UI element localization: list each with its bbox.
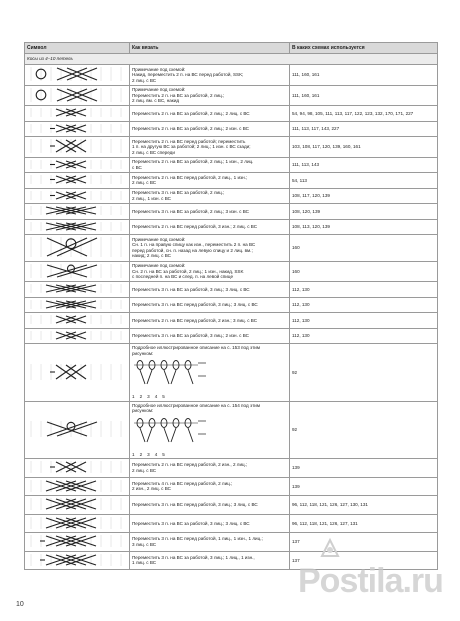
description-line: Переместить 2 п. на ВС перед работой, 2 изн., 2 лиц.; xyxy=(132,462,248,468)
cable-symbol-icon xyxy=(27,479,126,493)
description-cell xyxy=(130,65,290,86)
description-cell xyxy=(130,401,290,459)
cable-symbol-icon xyxy=(27,205,126,216)
cable-symbol-icon xyxy=(27,330,126,341)
used-in-cell: 111, 160, 161 xyxy=(290,65,438,86)
description-line: Переместить 2 п. на ВС перед работой, 2 изн.; 3 лиц. с ВС xyxy=(132,317,258,323)
description-cell xyxy=(130,85,290,106)
description-line: Переместить 2 п. на ВС за работой, 2 лиц.; 2 изн. с ВС xyxy=(132,126,249,131)
used-in-cell: 111, 113, 117, 143, 227 xyxy=(290,121,438,137)
diagram-number: 5 xyxy=(162,394,170,399)
used-in-cell: 108, 113, 120, 139 xyxy=(290,219,438,235)
header-symbol: Символ xyxy=(25,43,130,54)
description-line: Переместить 2 п. на ВС за работой, 2 лиц.; xyxy=(132,92,225,98)
description-cell xyxy=(130,344,290,402)
description-line: Переместить 3 п. на ВС за работой, 2 лиц.; 3 изн. с ВС xyxy=(132,208,249,214)
used-in-cell: 92 xyxy=(290,344,438,402)
diagram-number: 4 xyxy=(154,451,163,457)
description-cell xyxy=(130,157,290,173)
used-in-cell: 112, 130 xyxy=(290,313,438,329)
table-row xyxy=(25,85,438,106)
symbol-cell xyxy=(25,328,130,344)
table-row xyxy=(25,496,438,515)
cable-symbol-icon xyxy=(27,87,126,103)
description-cell xyxy=(130,121,290,137)
diagram-number: 3 xyxy=(147,451,155,457)
table-row xyxy=(25,401,438,459)
cable-symbol-icon xyxy=(27,123,126,134)
description-line: 2 лиц., 1 изн. с ВС xyxy=(132,195,171,201)
cable-symbol-icon xyxy=(27,190,126,201)
cable-symbol-icon xyxy=(27,159,126,170)
description-cell xyxy=(130,219,290,235)
used-in-cell: 112, 130 xyxy=(290,328,438,344)
table-row xyxy=(25,477,438,496)
description-line: Сн. 1 п. на правую спицу как изн., переместить 2 п. на ВС xyxy=(132,242,256,248)
cable-symbol-icon xyxy=(27,66,126,82)
description-line: Переместить 3 п. на ВС перед работой, 3 лиц.; 3 лиц. с ВС xyxy=(132,302,258,307)
description-line: Переместить 3 п. на ВС перед работой, 1 лиц., 1 изн., 1 лиц.; xyxy=(132,536,263,542)
description-cell xyxy=(130,106,290,122)
diagram-number: 5 xyxy=(162,451,170,457)
description-line: Переместить 3 п. на ВС перед работой, 3 лиц.; 3 лиц. с ВС xyxy=(132,502,258,507)
description-line: 2 лиц. с ВС xyxy=(132,180,157,186)
cable-symbol-icon xyxy=(27,314,126,325)
page-number: 10 xyxy=(16,601,24,608)
cable-symbol-icon xyxy=(27,138,126,154)
used-in-cell: 160 xyxy=(290,235,438,262)
description-cell xyxy=(130,297,290,313)
description-line: 1 лиц. с ВС xyxy=(132,560,157,566)
description-line: перед работой, сн. п. назад на левую спицу и 2 лиц. вм.; xyxy=(132,247,253,253)
used-in-cell: 54, 94, 98, 105, 111, 113, 117, 122, 123, 132, 170, 171, 227 xyxy=(290,106,438,122)
description-line: 2 лиц. с ВС xyxy=(132,77,157,83)
symbol-cell xyxy=(25,121,130,137)
description-line: 3 лиц. с ВС xyxy=(132,541,157,547)
description-line: 2 лиц. с ВС спереди xyxy=(132,149,175,155)
description-cell xyxy=(130,204,290,220)
used-in-cell: 137 xyxy=(290,533,438,552)
description-cell xyxy=(130,496,290,515)
used-in-cell: 160 xyxy=(290,261,438,282)
description-cell xyxy=(130,459,290,478)
cable-symbol-icon xyxy=(27,263,126,279)
table-row xyxy=(25,459,438,478)
diagram-numbers xyxy=(132,452,287,458)
cable-symbol-icon xyxy=(27,460,126,474)
description-line: 2 изн., 2 лиц. с ВС xyxy=(132,486,171,492)
cable-symbol-icon xyxy=(27,497,126,511)
table-row xyxy=(25,297,438,313)
table-header-row xyxy=(25,43,438,54)
description-line: Переместить 2 п. на ВС за работой, 2 лиц.; 2 лиц. с ВС xyxy=(132,110,250,116)
symbol-cell xyxy=(25,219,130,235)
page xyxy=(24,42,437,570)
symbol-cell xyxy=(25,106,130,122)
symbol-cell xyxy=(25,157,130,173)
description-line: Накид, переместить 2 п. на ВС перед работой, SSK; xyxy=(132,72,244,77)
description-cell xyxy=(130,282,290,298)
symbol-cell xyxy=(25,261,130,282)
cable-symbol-icon xyxy=(27,516,126,530)
description-cell xyxy=(130,188,290,204)
symbol-cell xyxy=(25,85,130,106)
table-row xyxy=(25,328,438,344)
symbol-cell xyxy=(25,459,130,478)
diagram-number: 3 xyxy=(147,394,155,399)
description-line: 2 лиц. с ВС xyxy=(132,467,157,473)
symbol-cell xyxy=(25,514,130,533)
used-in-cell: 111, 113, 143 xyxy=(290,157,438,173)
symbol-cell xyxy=(25,188,130,204)
symbol-cell xyxy=(25,297,130,313)
description-line: Переместить 3 п. на ВС за работой, 2 лиц.; xyxy=(132,190,225,196)
description-cell xyxy=(130,477,290,496)
symbol-cell xyxy=(25,65,130,86)
diagram-number: 1 xyxy=(132,451,140,457)
cable-symbol-icon xyxy=(27,107,126,118)
symbol-cell xyxy=(25,173,130,189)
description-line: 2 лиц. вм. с ВС, накид xyxy=(132,98,180,103)
cable-symbol-icon xyxy=(27,299,126,310)
header-used: В каких схемах используется xyxy=(290,43,438,54)
used-in-cell: 54, 113 xyxy=(290,173,438,189)
description-cell xyxy=(130,173,290,189)
description-line: Переместить 2 п. на ВС за работой, 2 лиц.; 1 изн., 2 лиц. xyxy=(132,159,254,165)
used-in-cell: 137 xyxy=(290,551,438,570)
table-row xyxy=(25,204,438,220)
cable-symbol-icon xyxy=(27,363,126,381)
stitch-table xyxy=(24,42,438,570)
table-row xyxy=(25,106,438,122)
used-in-cell: 92 xyxy=(290,401,438,459)
table-row xyxy=(25,65,438,86)
symbol-cell xyxy=(25,235,130,262)
used-in-cell: 139 xyxy=(290,477,438,496)
cable-symbol-icon xyxy=(27,174,126,185)
description-line: Сн. 2 п. на ВС за работой, 2 лиц.; 1 изн., накид, SSK xyxy=(132,268,244,274)
table-row xyxy=(25,235,438,262)
table-row xyxy=(25,344,438,402)
diagram-number: 1 xyxy=(132,394,140,399)
description-cell xyxy=(130,514,290,533)
used-in-cell: 108, 120, 139 xyxy=(290,204,438,220)
description-line: с последней п. на ВС и след. п. на левой спице xyxy=(132,274,233,279)
used-in-cell: 96, 112, 118, 121, 126, 127, 130, 131 xyxy=(290,496,438,515)
description-line: Переместить 4 п. на ВС перед работой, 2 лиц.; xyxy=(132,480,233,486)
diagram-numbers xyxy=(132,394,287,400)
symbol-cell xyxy=(25,137,130,158)
used-in-cell: 112, 130 xyxy=(290,297,438,313)
header-howto: Как вязать xyxy=(130,43,290,54)
watermark-icon xyxy=(318,536,342,560)
table-row xyxy=(25,173,438,189)
cable-symbol-icon xyxy=(27,553,126,567)
cable-symbol-icon xyxy=(27,420,126,438)
diagram-number: 2 xyxy=(139,394,148,399)
section-row xyxy=(25,54,438,65)
description-line: Примечание под схемой: xyxy=(132,236,186,242)
used-in-cell: 112, 130 xyxy=(290,282,438,298)
description-cell xyxy=(130,235,290,262)
description-line: накид; 2 лиц. с ВС xyxy=(132,253,171,259)
description-line: 1 п. на другую ВС за работой; 2 лиц.; 1 изн. с ВС сзади; xyxy=(132,144,251,149)
cable-symbol-icon xyxy=(27,221,126,232)
section-title: Косы из 4–10 петель xyxy=(25,54,438,65)
description-line: Примечание под схемой: xyxy=(132,87,186,92)
symbol-cell xyxy=(25,344,130,402)
description-line: Подробное иллюстрированное описание на с. 153 под этим xyxy=(132,345,261,350)
description-line: Примечание под схемой: xyxy=(132,66,186,72)
description-line: Переместить 2 п. на ВС перед работой, 2 лиц., 1 изн.; xyxy=(132,174,248,180)
stitch-diagram-icon xyxy=(132,358,212,394)
description-cell xyxy=(130,328,290,344)
description-line: Примечание под схемой: xyxy=(132,263,186,268)
table-row xyxy=(25,282,438,298)
symbol-cell xyxy=(25,477,130,496)
symbol-cell xyxy=(25,313,130,329)
description-line: рисунком: xyxy=(132,408,154,413)
description-line: Переместить 2 п. на ВС перед работой, 3 изн.; 2 лиц. с ВС xyxy=(132,224,258,229)
description-line: Переместить 3 п. на ВС за работой, 3 лиц.; 2 изн. с ВС xyxy=(132,333,249,338)
symbol-cell xyxy=(25,401,130,459)
description-cell xyxy=(130,261,290,282)
table-row xyxy=(25,514,438,533)
description-line: рисунком: xyxy=(132,350,154,356)
used-in-cell: 111, 160, 161 xyxy=(290,85,438,106)
cable-symbol-icon xyxy=(27,236,126,258)
symbol-cell xyxy=(25,533,130,552)
description-cell xyxy=(130,533,290,552)
description-cell xyxy=(130,551,290,570)
description-cell xyxy=(130,137,290,158)
table-row xyxy=(25,137,438,158)
symbol-cell xyxy=(25,282,130,298)
cable-symbol-icon xyxy=(27,283,126,294)
used-in-cell: 103, 108, 117, 120, 139, 160, 161 xyxy=(290,137,438,158)
description-line: Переместить 3 п. на ВС за работой, 3 лиц.; 1 лиц., 1 изн., xyxy=(132,554,255,560)
description-line: Переместить 2 п. на ВС перед работой; переместить xyxy=(132,138,246,144)
symbol-cell xyxy=(25,496,130,515)
used-in-cell: 108, 117, 120, 139 xyxy=(290,188,438,204)
table-row xyxy=(25,157,438,173)
symbol-cell xyxy=(25,204,130,220)
table-row xyxy=(25,188,438,204)
description-line: с ВС xyxy=(132,164,142,170)
stitch-diagram-icon xyxy=(132,416,212,452)
symbol-cell xyxy=(25,551,130,570)
table-row xyxy=(25,533,438,552)
cable-symbol-icon xyxy=(27,534,126,548)
table-row xyxy=(25,261,438,282)
table-row xyxy=(25,121,438,137)
description-cell xyxy=(130,313,290,329)
table-row xyxy=(25,219,438,235)
description-line: Переместить 3 п. на ВС за работой, 3 лиц.; 3 лиц. с ВС xyxy=(132,520,250,526)
table-row xyxy=(25,313,438,329)
used-in-cell: 96, 112, 118, 121, 126, 127, 131 xyxy=(290,514,438,533)
used-in-cell: 139 xyxy=(290,459,438,478)
description-line: Переместить 3 п. на ВС за работой, 3 лиц.; 3 лиц. с ВС xyxy=(132,286,250,292)
description-line: Подробное иллюстрированное описание на с. 154 под этим xyxy=(132,402,261,408)
diagram-number: 2 xyxy=(139,451,148,457)
diagram-number: 4 xyxy=(154,394,163,399)
watermark: Postila.ru xyxy=(298,562,443,600)
